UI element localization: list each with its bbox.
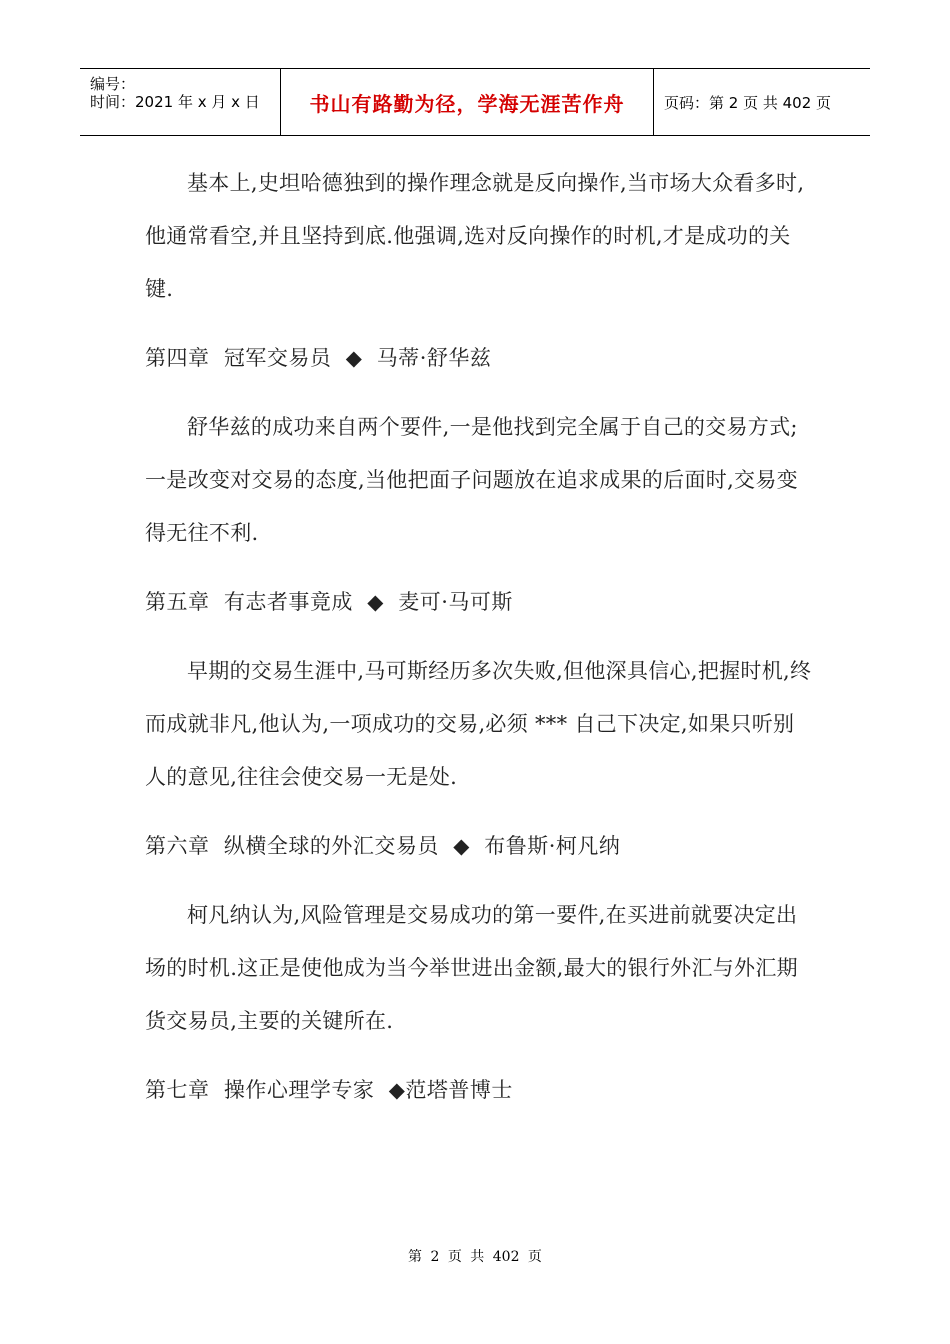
serial-number-label: 编号： xyxy=(90,75,136,93)
date-label: 时间：2021 年 x 月 x 日 xyxy=(90,93,260,111)
motto-text: 书山有路勤为径，学海无涯苦作舟 xyxy=(309,91,625,116)
paragraph xyxy=(145,645,815,804)
page-footer: 第 2 页 共 402 页 xyxy=(408,1249,542,1265)
chapter-heading: 第五章 有志者事竟成 ◆ 麦可·马可斯 xyxy=(145,590,513,614)
paragraph-text: 柯凡纳认为,风险管理是交易成功的第一要件,在买进前就要决定出场的时机.这正是使他成为当今举世进出金额,最大的银行外汇与外汇期货交易员,主要的关键所在. xyxy=(145,903,798,1033)
paragraph-text: 基本上,史坦哈德独到的操作理念就是反向操作,当市场大众看多时,他通常看空,并且坚持到底.他强调,选对反向操作的时机,才是成功的关键. xyxy=(145,171,805,301)
paragraph xyxy=(145,157,815,316)
paragraph xyxy=(145,401,815,560)
chapter-heading: 第七章 操作心理学专家 ◆范塔普博士 xyxy=(145,1078,513,1102)
chapter-heading: 第六章 纵横全球的外汇交易员 ◆ 布鲁斯·柯凡纳 xyxy=(145,834,621,858)
paragraph-text: 早期的交易生涯中,马可斯经历多次失败,但他深具信心,把握时机,终而成就非凡,他认为,一项成功的交易,必须 *** 自己下决定,如果只听别人的意见,往往会使交易一无是处. xyxy=(145,659,812,789)
paragraph xyxy=(145,889,815,1048)
paragraph-text: 舒华兹的成功来自两个要件,一是他找到完全属于自己的交易方式;一是改变对交易的态度,当他把面子问题放在追求成果的后面时,交易变得无往不利. xyxy=(145,415,798,545)
header-meta-cell xyxy=(80,69,281,135)
chapter-heading: 第四章 冠军交易员 ◆ 马蒂·舒华兹 xyxy=(145,346,492,370)
header-page-cell xyxy=(654,69,870,135)
header-page-info: 页码：第 2 页 共 402 页 xyxy=(664,93,832,112)
header-motto-cell xyxy=(281,69,654,135)
document-header xyxy=(80,68,870,136)
